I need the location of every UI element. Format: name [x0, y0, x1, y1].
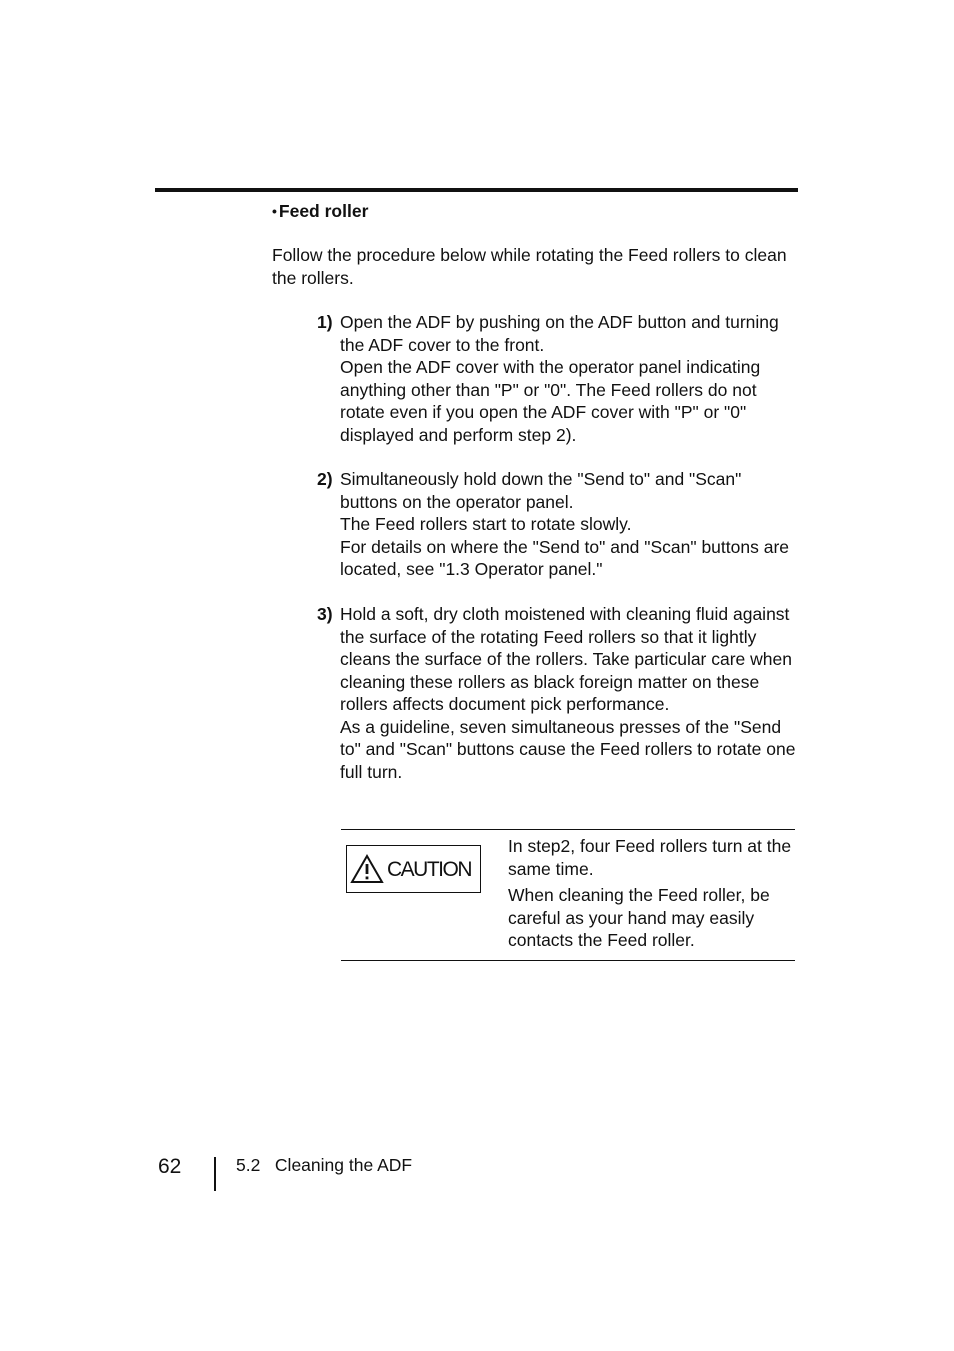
step-number: 3): [317, 604, 333, 624]
procedure-step: [317, 311, 797, 446]
bullet-icon: •: [272, 203, 277, 219]
page-number: 62: [158, 1155, 182, 1178]
step-paragraph: As a guideline, seven simultaneous presses of the "Send to" and "Scan" buttons cause the Feed rollers to rotate one full turn.: [340, 716, 796, 782]
footer-section-title: [236, 1154, 412, 1176]
procedure-step: [317, 468, 797, 581]
caution-label: [346, 845, 481, 893]
step-number: 2): [317, 469, 333, 489]
step-paragraph: The Feed rollers start to rotate slowly.: [340, 514, 632, 534]
step-number: 1): [317, 312, 333, 332]
caution-paragraph: In step2, four Feed rollers turn at the same time.: [508, 836, 792, 879]
section-heading: [272, 200, 368, 223]
section-heading-title: Feed roller: [278, 201, 369, 221]
warning-triangle-icon: [350, 854, 384, 884]
footer-divider: [214, 1157, 216, 1191]
step-body: [340, 603, 797, 783]
step-body: [340, 468, 797, 581]
step-paragraph: Open the ADF by pushing on the ADF button and turning the ADF cover to the front.: [340, 312, 779, 355]
header-rule: [155, 188, 798, 192]
step-paragraph: For details on where the "Send to" and "Scan" buttons are located, see "1.3 Operator panel.": [340, 536, 790, 579]
caution-paragraph: When cleaning the Feed roller, be careful as your hand may easily contacts the Feed roller.: [508, 885, 770, 950]
intro-paragraph: Follow the procedure below while rotating the Feed rollers to clean the rollers.: [272, 245, 787, 288]
step-paragraph: Simultaneously hold down the "Send to" and "Scan" buttons on the operator panel.: [340, 469, 742, 512]
footer-section-name: Cleaning the ADF: [274, 1155, 413, 1175]
procedure-step: [317, 603, 797, 783]
step-body: [340, 311, 797, 446]
caution-word: CAUTION: [387, 858, 471, 881]
step-paragraph: Open the ADF cover with the operator panel indicating anything other than "P" or "0". The Feed rollers do not rotate even if you open the ADF cover with "P" or "0" displayed and perform step 2).: [340, 357, 761, 445]
footer-section-number: 5.2: [236, 1155, 261, 1175]
caution-box: [341, 829, 795, 961]
caution-text: [508, 835, 793, 956]
step-paragraph: Hold a soft, dry cloth moistened with cleaning fluid against the surface of the rotating Feed rollers so that it lightly cleans the surface of the rollers. Take particular care when cleaning these rollers as black foreign matter on these rollers affects document pick performance.: [340, 604, 792, 714]
